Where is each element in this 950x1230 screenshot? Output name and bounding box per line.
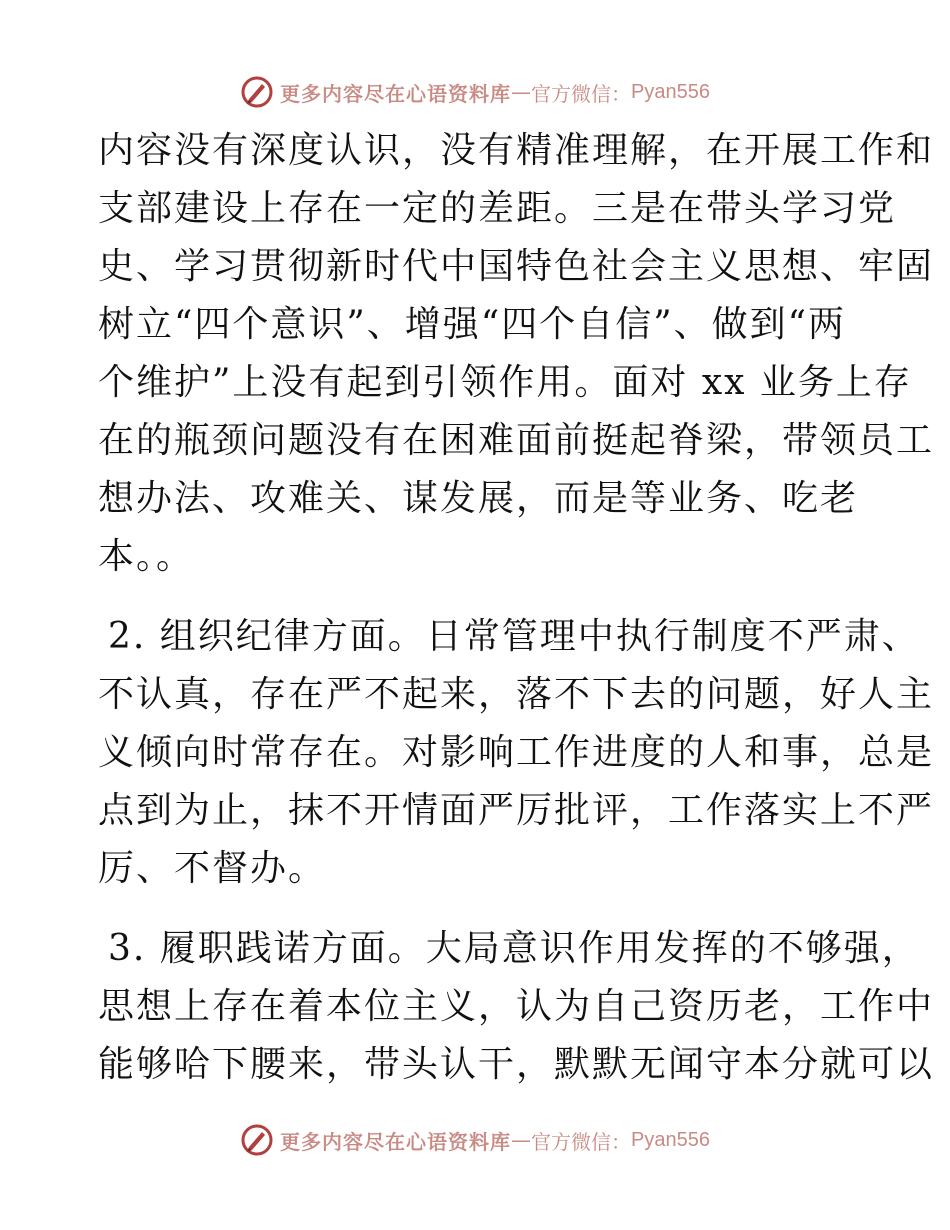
text-line: 在的瓶颈问题没有在困难面前挺起脊梁，带领员工 bbox=[98, 420, 935, 461]
text-line: 个维护”上没有起到引领作用。面对 xx 业务上存 bbox=[98, 362, 912, 403]
watermark-official-label: 官方微信： bbox=[531, 1129, 632, 1154]
text-line: 3. 履职践诺方面。大局意识作用发挥的不够强， bbox=[108, 928, 920, 969]
paragraph-gap bbox=[98, 586, 858, 608]
paragraph-1 bbox=[98, 122, 935, 586]
watermark-separator: — bbox=[511, 1128, 532, 1152]
text-line: 支部建设上存在一定的差距。三是在带头学习党 bbox=[98, 188, 897, 229]
text-line: 本。。 bbox=[98, 536, 195, 577]
text-line: 2. 组织纪律方面。日常管理中执行制度不严肃、 bbox=[108, 616, 920, 657]
text-line: 厉、不督办。 bbox=[98, 848, 327, 889]
paragraph-3 bbox=[98, 920, 935, 1094]
watermark-separator: — bbox=[511, 80, 532, 104]
pen-logo-icon bbox=[240, 75, 274, 109]
text-line: 义倾向时常存在。对影响工作进度的人和事，总是 bbox=[98, 732, 935, 773]
text-line: 点到为止，抹不开情面严厉批评，工作落实上不严 bbox=[98, 790, 935, 831]
text-line: 树立“四个意识”、增强“四个自信”、做到“两 bbox=[98, 304, 847, 345]
text-line: 想办法、攻难关、谋发展，而是等业务、吃老 bbox=[98, 478, 859, 519]
text-line: 思想上存在着本位主义，认为自己资历老，工作中 bbox=[98, 986, 935, 1027]
watermark-wechat-id: Pyan556 bbox=[631, 80, 710, 103]
header-watermark bbox=[0, 72, 950, 112]
text-line: 不认真，存在严不起来，落不下去的问题，好人主 bbox=[98, 674, 935, 715]
footer-watermark bbox=[0, 1120, 950, 1160]
watermark-main-text: 更多内容尽在心语资料库 bbox=[280, 81, 512, 106]
document-body bbox=[98, 122, 935, 1094]
paragraph-2 bbox=[98, 608, 935, 898]
watermark-wechat-id: Pyan556 bbox=[631, 1128, 710, 1151]
text-line: 内容没有深度认识，没有精准理解，在开展工作和 bbox=[98, 130, 935, 171]
watermark-official-label: 官方微信： bbox=[531, 81, 632, 106]
text-line: 能够哈下腰来，带头认干，默默无闻守本分就可以 bbox=[98, 1044, 935, 1085]
watermark-main-text: 更多内容尽在心语资料库 bbox=[280, 1129, 512, 1154]
text-line: 史、学习贯彻新时代中国特色社会主义思想、牢固 bbox=[98, 246, 935, 287]
pen-logo-icon bbox=[240, 1123, 274, 1157]
paragraph-gap bbox=[98, 898, 858, 920]
